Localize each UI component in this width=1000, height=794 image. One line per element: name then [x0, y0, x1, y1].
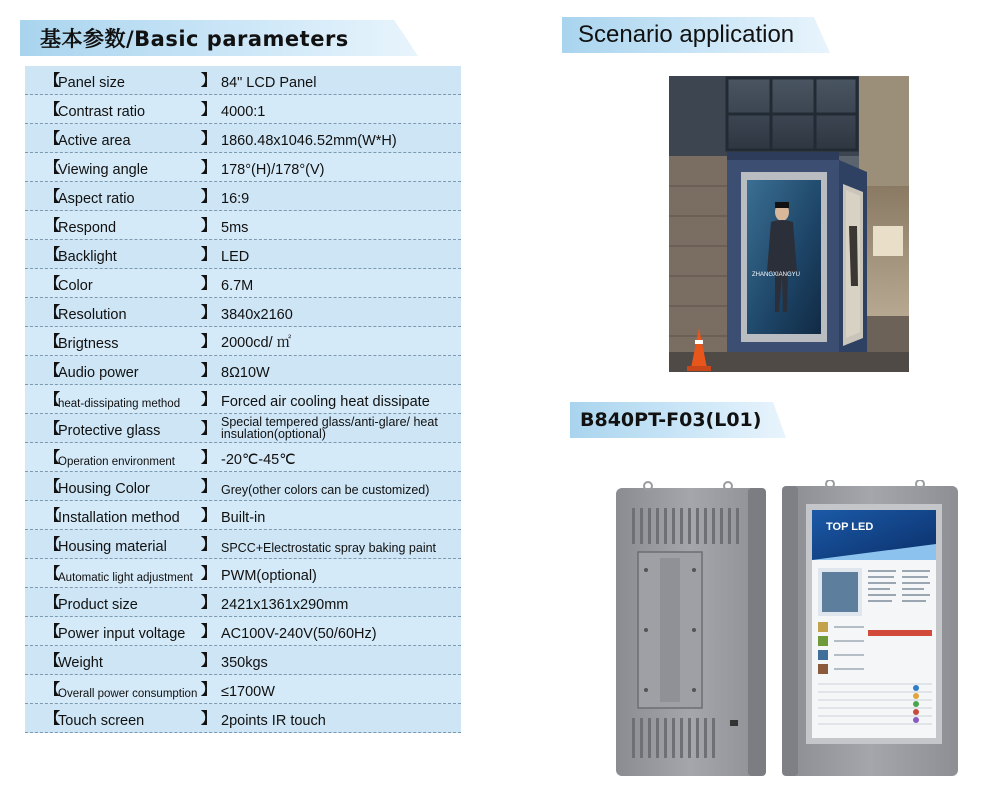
scenario-heading — [562, 17, 830, 53]
spec-row — [25, 530, 461, 559]
close-bracket: 】 — [201, 420, 217, 437]
spec-row — [25, 559, 461, 588]
spec-value: Grey(other colors can be customized) — [221, 483, 430, 497]
spec-value: 6.7M — [221, 278, 254, 294]
open-bracket: 【 — [45, 420, 61, 437]
spec-value: 16:9 — [221, 191, 250, 207]
close-bracket: 】 — [201, 449, 217, 466]
spec-label: Overall power consumption — [58, 688, 198, 700]
close-bracket: 】 — [201, 159, 217, 176]
close-bracket: 】 — [201, 594, 217, 611]
scenario-photo — [669, 76, 909, 372]
spec-label: Resolution — [58, 307, 127, 323]
spec-label: Color — [58, 278, 93, 294]
screen-title: TOP LED — [826, 521, 874, 533]
spec-value: 2421x1361x290mm — [221, 597, 349, 613]
spec-label: Active area — [58, 133, 131, 149]
open-bracket: 【 — [45, 507, 61, 524]
poster-text: ZHANGXIANGYU — [752, 272, 801, 278]
spec-label: Viewing angle — [58, 162, 149, 178]
close-bracket: 】 — [201, 536, 217, 553]
spec-value: AC100V-240V(50/60Hz) — [221, 626, 377, 642]
close-bracket: 】 — [201, 333, 217, 350]
spec-row — [25, 675, 461, 704]
model-title: B840PT-F03(L01) — [580, 409, 762, 431]
storefront-illustration — [669, 76, 909, 372]
spec-value: LED — [221, 249, 250, 265]
spec-value: 1860.48x1046.52mm(W*H) — [221, 133, 397, 149]
spec-value: 8Ω10W — [221, 365, 270, 381]
basic-parameters-title: 基本参数/Basic parameters — [40, 27, 349, 51]
basic-parameters-heading — [20, 20, 418, 56]
spec-value: 4000:1 — [221, 104, 266, 120]
spec-row — [25, 269, 461, 298]
spec-label: Touch screen — [58, 713, 145, 729]
spec-row — [25, 182, 461, 211]
spec-row — [25, 617, 461, 646]
open-bracket: 【 — [45, 188, 61, 205]
open-bracket: 【 — [45, 710, 61, 727]
spec-row — [25, 240, 461, 269]
spec-row — [25, 327, 461, 356]
spec-value: 84" LCD Panel — [221, 75, 317, 91]
open-bracket: 【 — [45, 101, 61, 118]
spec-table — [25, 66, 461, 733]
close-bracket: 】 — [201, 275, 217, 292]
close-bracket: 】 — [201, 478, 217, 495]
spec-label: Respond — [58, 220, 117, 236]
spec-row — [25, 646, 461, 675]
spec-row — [25, 588, 461, 617]
spec-label: Brigtness — [58, 336, 119, 352]
open-bracket: 【 — [45, 304, 61, 321]
scenario-title: Scenario application — [578, 21, 795, 48]
open-bracket: 【 — [45, 333, 61, 350]
close-bracket: 】 — [201, 217, 217, 234]
spec-label: Audio power — [58, 365, 139, 381]
spec-value: Built-in — [221, 510, 266, 526]
open-bracket: 【 — [45, 246, 61, 263]
open-bracket: 【 — [45, 362, 61, 379]
spec-label: Housing material — [58, 539, 167, 555]
spec-value: 2000cd/ ㎡ — [221, 335, 292, 351]
close-bracket: 】 — [201, 101, 217, 118]
close-bracket: 】 — [201, 391, 217, 408]
spec-value: Forced air cooling heat dissipate — [221, 394, 430, 410]
spec-value: ≤1700W — [221, 684, 275, 700]
spec-label: Installation method — [58, 510, 180, 526]
open-bracket: 【 — [45, 449, 61, 466]
open-bracket: 【 — [45, 565, 61, 582]
spec-label: Backlight — [58, 249, 117, 265]
open-bracket: 【 — [45, 536, 61, 553]
open-bracket: 【 — [45, 159, 61, 176]
open-bracket: 【 — [45, 275, 61, 292]
spec-label: Housing Color — [58, 481, 150, 497]
spec-row — [25, 472, 461, 501]
spec-value: -20℃-45℃ — [221, 452, 296, 468]
close-bracket: 】 — [201, 72, 217, 89]
spec-value: Special tempered glass/anti-glare/ heat insulation(optional) — [221, 415, 438, 441]
close-bracket: 】 — [201, 623, 217, 640]
spec-row — [25, 443, 461, 472]
close-bracket: 】 — [201, 565, 217, 582]
spec-value: 2points IR touch — [221, 713, 326, 729]
spec-label: Power input voltage — [58, 626, 186, 642]
spec-row — [25, 66, 461, 95]
spec-label: Aspect ratio — [58, 191, 135, 207]
open-bracket: 【 — [45, 72, 61, 89]
spec-row — [25, 356, 461, 385]
spec-label: Contrast ratio — [58, 104, 146, 120]
spec-row — [25, 153, 461, 182]
spec-row — [25, 211, 461, 240]
spec-value: 3840x2160 — [221, 307, 293, 323]
model-heading — [570, 402, 786, 438]
spec-value: SPCC+Electrostatic spray baking paint — [221, 541, 437, 555]
kiosk-illustration — [598, 480, 982, 782]
spec-label: Operation environment — [58, 456, 175, 468]
spec-value: PWM(optional) — [221, 568, 317, 584]
spec-row — [25, 298, 461, 327]
spec-row — [25, 704, 461, 733]
spec-value: 350kgs — [221, 655, 268, 671]
open-bracket: 【 — [45, 681, 61, 698]
spec-label: Product size — [58, 597, 138, 613]
close-bracket: 】 — [201, 304, 217, 321]
close-bracket: 】 — [201, 246, 217, 263]
spec-label: Automatic light adjustment — [58, 572, 193, 584]
open-bracket: 【 — [45, 623, 61, 640]
open-bracket: 【 — [45, 478, 61, 495]
open-bracket: 【 — [45, 130, 61, 147]
spec-label: Panel size — [58, 75, 125, 91]
spec-label: Weight — [58, 655, 103, 671]
open-bracket: 【 — [45, 652, 61, 669]
spec-value: 178°(H)/178°(V) — [221, 162, 325, 178]
close-bracket: 】 — [201, 362, 217, 379]
open-bracket: 【 — [45, 217, 61, 234]
open-bracket: 【 — [45, 391, 61, 408]
spec-row — [25, 124, 461, 153]
spec-row — [25, 501, 461, 530]
close-bracket: 】 — [201, 188, 217, 205]
close-bracket: 】 — [201, 130, 217, 147]
spec-row — [25, 95, 461, 124]
close-bracket: 】 — [201, 710, 217, 727]
spec-value: 5ms — [221, 220, 249, 236]
close-bracket: 】 — [201, 507, 217, 524]
spec-label: Protective glass — [58, 423, 161, 439]
spec-row — [25, 385, 461, 414]
open-bracket: 【 — [45, 594, 61, 611]
spec-label: heat-dissipating method — [58, 398, 181, 410]
close-bracket: 】 — [201, 681, 217, 698]
spec-row — [25, 414, 461, 443]
product-photo — [598, 480, 982, 782]
close-bracket: 】 — [201, 652, 217, 669]
